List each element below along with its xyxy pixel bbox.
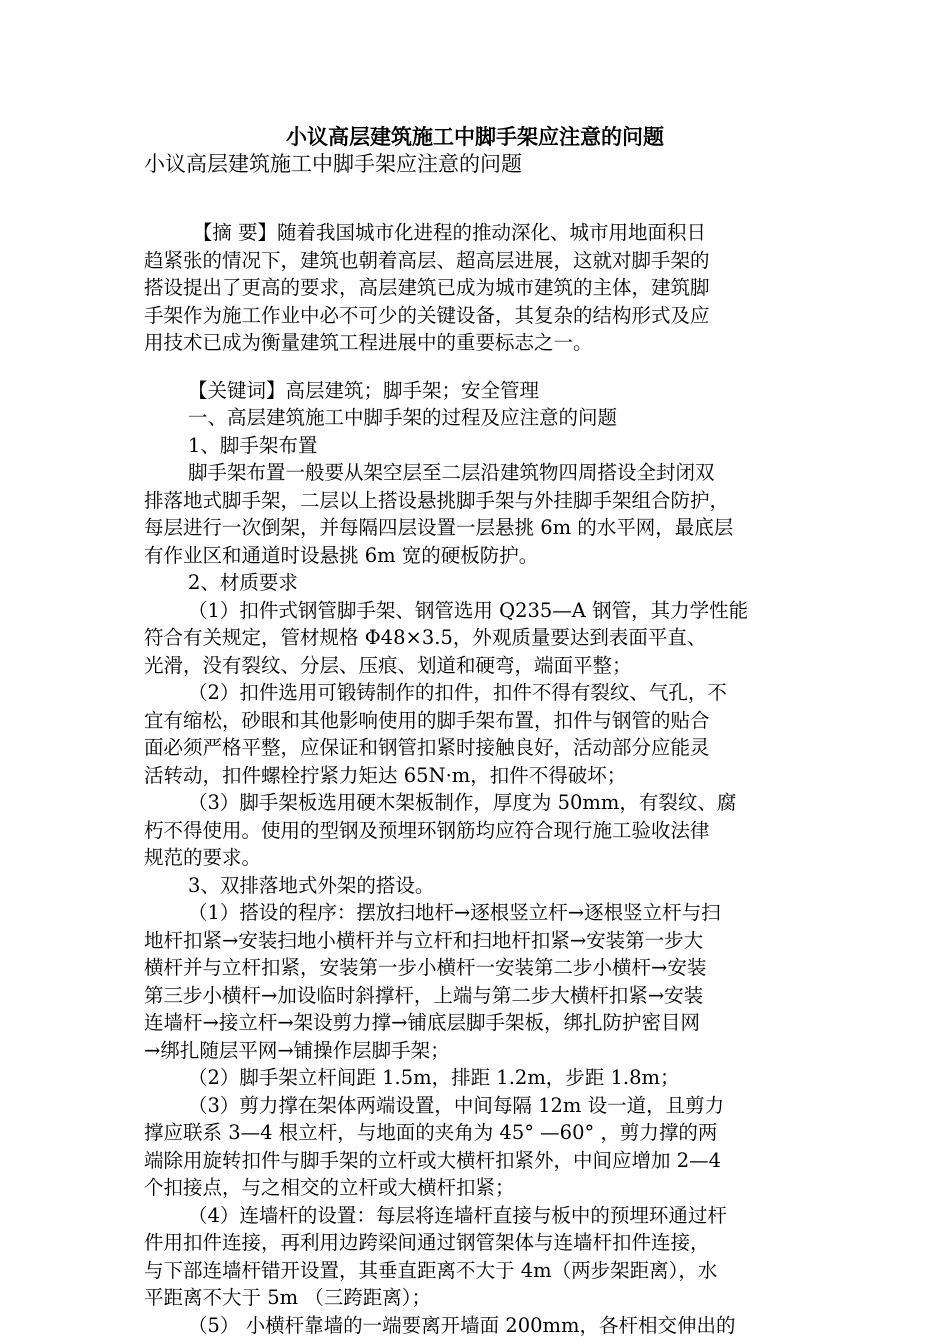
paragraph <box>144 789 806 872</box>
paragraph <box>144 1092 806 1202</box>
text-line: 排落地式脚手架，二层以上搭设悬挑脚手架与外挂脚手架组合防护， <box>144 488 730 512</box>
text-line: （2）脚手架立杆间距 1.5m，排距 1.2m，步距 1.8m； <box>188 1066 680 1089</box>
text-line: 撑应联系 3—4 根立杆，与地面的夹角为 45° —60° ，剪力撑的两 <box>144 1121 718 1144</box>
paragraph <box>144 1202 806 1312</box>
item-heading: 1、脚手架布置 <box>188 433 318 457</box>
text-line: 个扣接点，与之相交的立杆或大横杆扣紧； <box>144 1176 515 1199</box>
text-line: 第三步小横杆→加设临时斜撑杆，上端与第二步大横杆扣紧→安装 <box>144 983 704 1007</box>
paragraph <box>144 459 806 569</box>
text-line: 横杆并与立杆扣紧，安装第一步小横杆一安装第二步小横杆→安装 <box>144 956 707 979</box>
paragraph <box>144 679 806 789</box>
text-line: 宜有缩松，砂眼和其他影响使用的脚手架布置，扣件与钢管的贴合 <box>144 708 710 732</box>
item-heading: 2、材质要求 <box>188 571 298 594</box>
text-line: （3）脚手架板选用硬木架板制作，厚度为 50mm，有裂纹、腐 <box>188 791 737 814</box>
text-line: 面必须严格平整，应保证和钢管扣紧时接触良好，活动部分应能灵 <box>144 736 710 759</box>
item-heading: 3、双排落地式外架的搭设。 <box>188 873 435 897</box>
text-line: 脚手架布置一般要从架空层至二层沿建筑物四周搭设全封闭双 <box>188 461 715 484</box>
text-line: （4）连墙杆的设置：每层将连墙杆直接与板中的预埋环通过杆 <box>188 1203 727 1227</box>
text-line: 平距离不大于 5m （三跨距离）； <box>144 1286 432 1309</box>
text-line: 每层进行一次倒架，并每隔四层设置一层悬挑 6m 的水平网，最底层 <box>144 516 734 539</box>
text-line: 与下部连墙杆错开设置，其垂直距离不大于 4m（两步架距离），水 <box>144 1258 718 1282</box>
text-line: →绑扎随层平网→铺操作层脚手架； <box>144 1038 450 1062</box>
text-line: 连墙杆→接立杆→架设剪力撑→铺底层脚手架板，绑扎防护密目网 <box>144 1011 701 1034</box>
text-line: 搭设提出了更高的要求，高层建筑已成为城市建筑的主体，建筑脚 <box>144 276 710 299</box>
text-line: 规范的要求。 <box>144 846 262 869</box>
text-line: （1）扣件式钢管脚手架、钢管选用 Q235—A 钢管，其力学性能 <box>188 598 749 622</box>
text-line: 用技术已成为衡量建筑工程进展中的重要标志之一。 <box>144 331 593 354</box>
text-line: 端除用旋转扣件与脚手架的立杆或大横杆扣紧外，中间应增加 2—4 <box>144 1148 722 1172</box>
text-line: 件用扣件连接，再利用边跨梁间通过钢管架体与连墙杆扣件连接， <box>144 1231 710 1254</box>
text-line: 活转动，扣件螺栓拧紧力矩达 65N·m，扣件不得破坏； <box>144 763 627 787</box>
text-line: （5） 小横杆靠墙的一端要离开墙面 200mm，各杆相交伸出的 <box>188 1313 736 1337</box>
text-line: （3）剪力撑在架体两端设置，中间每隔 12m 设一道，且剪力 <box>188 1093 725 1117</box>
text-line: 朽不得使用。使用的型钢及预埋环钢筋均应符合现行施工验收法律 <box>144 818 710 842</box>
document-subtitle: 小议高层建筑施工中脚手架应注意的问题 <box>144 152 522 176</box>
paragraph <box>144 1312 806 1340</box>
text-line: 光滑，没有裂纹、分层、压痕、划道和硬弯，端面平整； <box>144 653 632 677</box>
document-title: 小议高层建筑施工中脚手架应注意的问题 <box>286 125 664 149</box>
text-line: 【摘 要】随着我国城市化进程的推动深化、城市用地面积日 <box>183 221 706 244</box>
text-line: 有作业区和通道时设悬挑 6m 宽的硬板防护。 <box>144 543 539 567</box>
text-line: （2）扣件选用可锻铸制作的扣件，扣件不得有裂纹、气孔，不 <box>188 681 727 704</box>
text-line: 手架作为施工作业中必不可少的关键设备，其复杂的结构形式及应 <box>144 303 710 327</box>
abstract-paragraph <box>144 219 806 357</box>
document-body <box>144 192 806 1339</box>
text-line: 地杆扣紧→安装扫地小横杆并与立杆和扫地杆扣紧→安装第一步大 <box>144 928 704 952</box>
text-line: 趋紧张的情况下，建筑也朝着高层、超高层进展，这就对脚手架的 <box>144 248 710 272</box>
paragraph <box>144 899 806 1064</box>
keywords: 【关键词】高层建筑；脚手架；安全管理 <box>188 378 540 402</box>
section-heading: 一、高层建筑施工中脚手架的过程及应注意的问题 <box>188 406 618 429</box>
paragraph <box>144 597 806 680</box>
paragraph <box>144 1064 806 1092</box>
text-line: （1）搭设的程序：摆放扫地杆→逐根竖立杆→逐根竖立杆与扫 <box>188 901 721 924</box>
text-line: 符合有关规定，管材规格 Φ48×3.5，外观质量要达到表面平直、 <box>144 626 707 649</box>
